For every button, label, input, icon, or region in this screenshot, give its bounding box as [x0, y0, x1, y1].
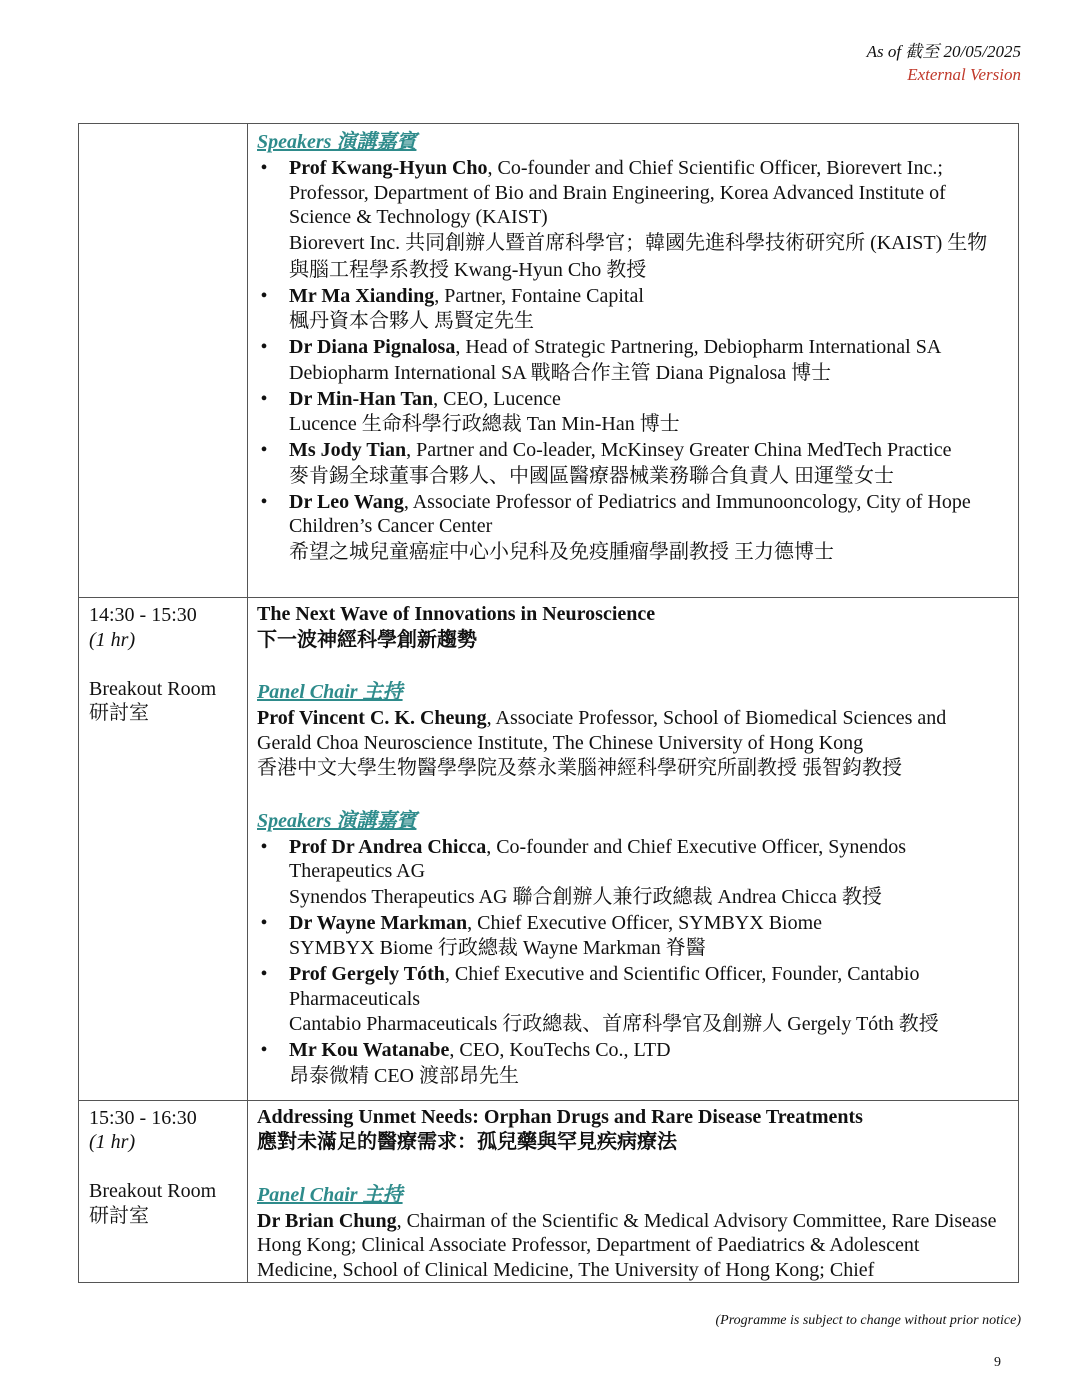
programme-row: [79, 124, 1019, 598]
speaker-name: Mr Ma Xianding: [289, 284, 435, 307]
speaker-item: [257, 835, 1004, 911]
session-title-zh: 應對未滿足的醫療需求：孤兒藥與罕見疾病療法: [257, 1131, 677, 1153]
bullet-icon: •: [260, 911, 268, 934]
speaker-item: [257, 156, 1004, 284]
speaker-role-zh: Cantabio Pharmaceuticals 行政總裁、首席科學官及創辦人 Gergely Tóth 教授: [289, 1013, 939, 1035]
speakers-heading: Speakers 演講嘉賓: [257, 809, 417, 832]
bullet-icon: •: [260, 490, 268, 513]
programme-row: [79, 598, 1019, 1101]
session-duration: (1 hr): [89, 1131, 136, 1153]
speaker-role: , Associate Professor of Pediatrics and Immunooncology, City of Hope Children’s Cancer Center: [289, 490, 971, 537]
version-label: External Version: [907, 65, 1021, 84]
time-cell: [79, 124, 248, 598]
bullet-icon: •: [260, 1039, 268, 1061]
session-duration: (1 hr): [89, 628, 136, 651]
session-cell: [248, 1100, 1019, 1283]
speaker-name: Dr Wayne Markman: [289, 911, 468, 934]
chair-role: , Chairman of the Scientific & Medical Advisory Committee, Rare Disease Hong Kong; Clinical Associate Professor, Department of Paediatrics & Adolescent Medicine, School of Clinical Medicine, The University of Hong Kong; Chief: [257, 1209, 997, 1281]
time-cell: [79, 598, 248, 1101]
speaker-name: Dr Diana Pignalosa: [289, 336, 456, 358]
speaker-item: [257, 490, 1004, 566]
time-cell: [79, 1100, 248, 1283]
session-title-zh: 下一波神經科學創新趨勢: [257, 628, 477, 651]
speaker-role-zh: Synendos Therapeutics AG 聯合創辦人兼行政總裁 Andrea Chicca 教授: [289, 885, 882, 908]
panel-chair-heading: Panel Chair 主持: [257, 681, 403, 703]
speaker-role: , Partner, Fontaine Capital: [434, 284, 644, 307]
speaker-name: Prof Gergely Tóth: [289, 963, 445, 985]
panel-chair: [257, 1209, 1004, 1283]
speaker-item: [257, 284, 1004, 336]
speaker-role: , CEO, Lucence: [433, 387, 561, 410]
speaker-name: Dr Leo Wang: [289, 490, 404, 513]
speaker-name: Prof Dr Andrea Chicca: [289, 835, 487, 858]
speaker-role: , CEO, KouTechs Co., LTD: [449, 1039, 671, 1061]
as-of-date: As of 截至 20/05/2025: [866, 42, 1021, 61]
session-cell: [248, 124, 1019, 598]
session-title: The Next Wave of Innovations in Neuroscience: [257, 603, 656, 625]
bullet-icon: •: [260, 336, 268, 358]
speaker-role-zh: 昂泰微精 CEO 渡部昂先生: [289, 1064, 519, 1087]
bullet-icon: •: [260, 439, 268, 461]
speaker-name: Mr Kou Watanabe: [289, 1039, 450, 1061]
speaker-role: , Head of Strategic Partnering, Debiopharm International SA: [455, 336, 942, 358]
chair-name: Prof Vincent C. K. Cheung: [257, 707, 487, 729]
speaker-role-zh: Debiopharm International SA 戰略合作主管 Diana Pignalosa 博士: [289, 361, 832, 384]
session-room-zh: 研討室: [89, 702, 149, 724]
bullet-icon: •: [260, 835, 268, 858]
speaker-role-zh: 楓丹資本合夥人 馬賢定先生: [289, 310, 534, 332]
speaker-list: [257, 156, 1004, 566]
session-cell: [248, 598, 1019, 1101]
session-title: Addressing Unmet Needs: Orphan Drugs and Rare Disease Treatments: [257, 1105, 863, 1128]
speaker-item: [257, 335, 1004, 387]
bullet-icon: •: [260, 157, 268, 179]
page-number: 9: [994, 1355, 1001, 1370]
session-time: 15:30 - 16:30: [89, 1106, 197, 1129]
chair-role-zh: 香港中文大學生物醫學學院及蔡永業腦神經科學研究所副教授 張智鈞教授: [257, 757, 902, 779]
speaker-name: Prof Kwang-Hyun Cho: [289, 157, 488, 179]
programme-row: [79, 1100, 1019, 1283]
bullet-icon: •: [260, 387, 268, 410]
speaker-item: [257, 438, 1004, 490]
speaker-item: [257, 1038, 1004, 1090]
speaker-name: Dr Min-Han Tan: [289, 387, 434, 410]
session-time: 14:30 - 15:30: [89, 604, 197, 626]
bullet-icon: •: [260, 284, 268, 307]
chair-name: Dr Brian Chung: [257, 1209, 397, 1232]
chair-role: , Associate Professor, School of Biomedical Sciences and Gerald Choa Neuroscience Institute, The Chinese University of Hong Kong: [257, 707, 947, 754]
session-room-zh: 研討室: [89, 1204, 149, 1227]
session-room: Breakout Room: [89, 677, 217, 700]
speaker-role: , Partner and Co-leader, McKinsey Greater China MedTech Practice: [406, 439, 952, 461]
bullet-icon: •: [260, 963, 268, 985]
speaker-name: Ms Jody Tian: [289, 439, 407, 461]
speaker-role-zh: SYMBYX Biome 行政總裁 Wayne Markman 脊醫: [289, 937, 706, 959]
speaker-role-zh: 希望之城兒童癌症中心小兒科及免疫腫瘤學副教授 王力德博士: [289, 540, 834, 563]
panel-chair-heading: Panel Chair 主持: [257, 1183, 403, 1206]
speaker-role: , Co-founder and Chief Executive Officer, Synendos Therapeutics AG: [289, 835, 907, 882]
speakers-heading: Speakers 演講嘉賓: [257, 131, 417, 153]
page-header: [867, 40, 1021, 86]
session-room: Breakout Room: [89, 1180, 217, 1202]
disclaimer-note: (Programme is subject to change without prior notice): [715, 1313, 1021, 1328]
speaker-role-zh: 麥肯錫全球董事合夥人、中國區醫療器械業務聯合負責人 田運瑩女士: [289, 464, 894, 487]
speaker-role: , Co-founder and Chief Scientific Officer, Biorevert Inc.; Professor, Department of Bio and Brain Engineering, Korea Advanced Institute of Science & Technology (KAIST): [289, 157, 946, 228]
speaker-role-zh: Biorevert Inc. 共同創辦人暨首席科學官；韓國先進科學技術研究所 (KAIST) 生物與腦工程學系教授 Kwang-Hyun Cho 教授: [289, 231, 988, 281]
speaker-role-zh: Lucence 生命科學行政總裁 Tan Min-Han 博士: [289, 413, 680, 435]
speaker-role: , Chief Executive Officer, SYMBYX Biome: [467, 911, 823, 934]
programme-table: [78, 123, 1019, 1283]
speaker-list: [257, 835, 1004, 1090]
speaker-item: [257, 962, 1004, 1038]
speaker-item: [257, 387, 1004, 439]
speaker-item: [257, 911, 1004, 963]
speaker-role: , Chief Executive and Scientific Officer, Founder, Cantabio Pharmaceuticals: [289, 963, 920, 1010]
panel-chair: [257, 706, 1004, 755]
